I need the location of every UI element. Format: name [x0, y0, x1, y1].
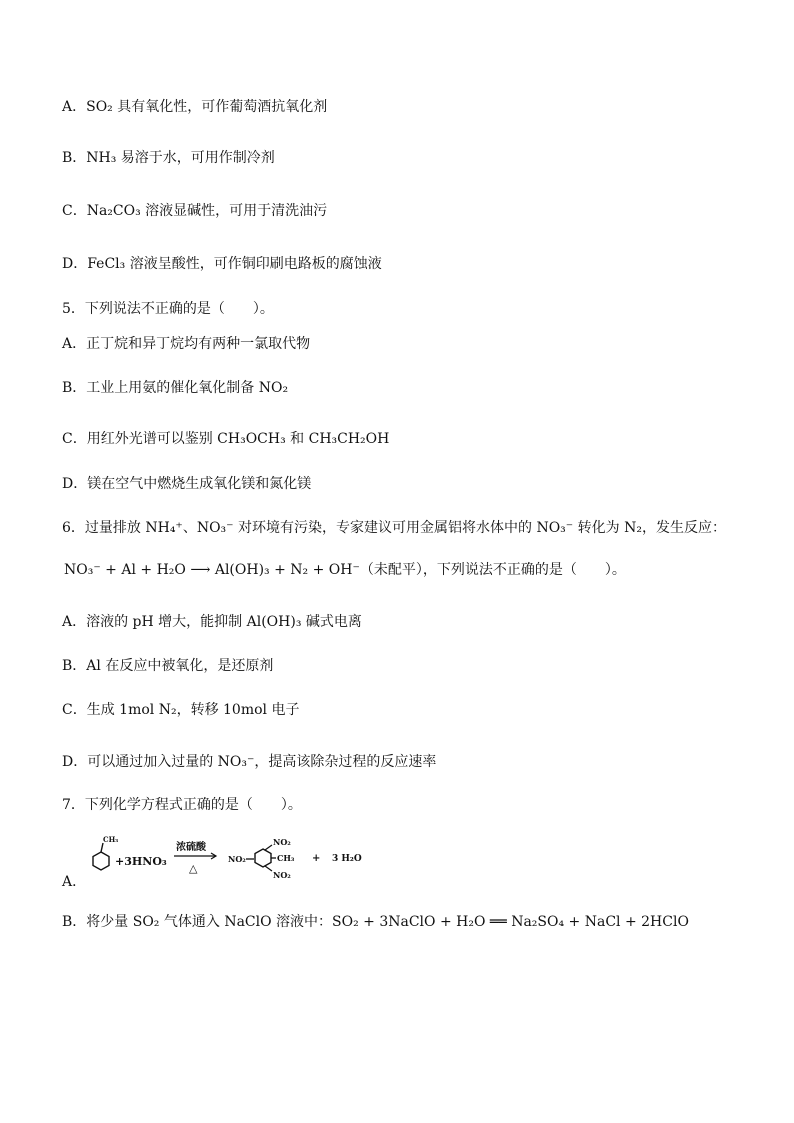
nitration-reaction-figure: [88, 832, 388, 882]
option-7a-label: A．: [62, 874, 87, 890]
option-7b: B．将少量 SO₂ 气体通入 NaClO 溶液中：SO₂ + 3NaClO + H₂O ══ Na₂SO₄ + NaCl + 2HClO: [62, 914, 689, 930]
heat-symbol: △: [189, 862, 198, 875]
product-nitro-left: NO₂: [228, 854, 246, 864]
catalyst-label: 浓硫酸: [176, 842, 206, 853]
option-5b: B．工业上用氨的催化氧化制备 NO₂: [62, 380, 289, 396]
question-5-stem: 5．下列说法不正确的是（ ）。: [62, 301, 274, 317]
option-4b: B．NH₃ 易溶于水，可用作制冷剂: [62, 150, 275, 166]
product-methyl: CH₃: [277, 853, 295, 863]
option-5d: D．镁在空气中燃烧生成氧化镁和氮化镁: [62, 476, 312, 492]
water-product: 3 H₂O: [332, 854, 362, 864]
tnt-structure: [246, 845, 276, 871]
option-6c: C．生成 1mol N₂，转移 10mol 电子: [62, 702, 300, 718]
product-nitro-bottom: NO₂: [273, 870, 291, 880]
option-6a: A．溶液的 pH 增大，能抑制 Al(OH)₃ 碱式电离: [62, 614, 362, 630]
option-5c: C．用红外光谱可以鉴别 CH₃OCH₃ 和 CH₃CH₂OH: [62, 431, 390, 447]
option-6b: B．Al 在反应中被氧化，是还原剂: [62, 658, 274, 674]
option-4c: C．Na₂CO₃ 溶液显碱性，可用于清洗油污: [62, 203, 328, 219]
product-nitro-top: NO₂: [273, 837, 291, 847]
option-6d: D．可以通过加入过量的 NO₃⁻，提高该除杂过程的反应速率: [62, 754, 437, 770]
option-4d: D．FeCl₃ 溶液呈酸性，可作铜印刷电路板的腐蚀液: [62, 256, 382, 272]
question-6-stem-line2: NO₃⁻ + Al + H₂O ⟶ Al(OH)₃ + N₂ + OH⁻（未配平），下列说法不正确的是（ ）。: [64, 562, 626, 578]
question-7-stem: 7．下列化学方程式正确的是（ ）。: [62, 797, 302, 813]
option-5a: A．正丁烷和异丁烷均有两种一氯取代物: [62, 336, 311, 352]
question-6-stem-line1: 6．过量排放 NH₄⁺、NO₃⁻ 对环境有污染，专家建议可用金属铝将水体中的 NO₃⁻ 转化为 N₂，发生反应：: [62, 520, 726, 536]
option-4a: A．SO₂ 具有氧化性，可作葡萄酒抗氧化剂: [62, 99, 328, 115]
nitric-acid-reagent: +3HNO₃: [115, 855, 167, 868]
plus-sign: +: [312, 853, 321, 864]
toluene-methyl-label: CH₃: [103, 835, 119, 844]
